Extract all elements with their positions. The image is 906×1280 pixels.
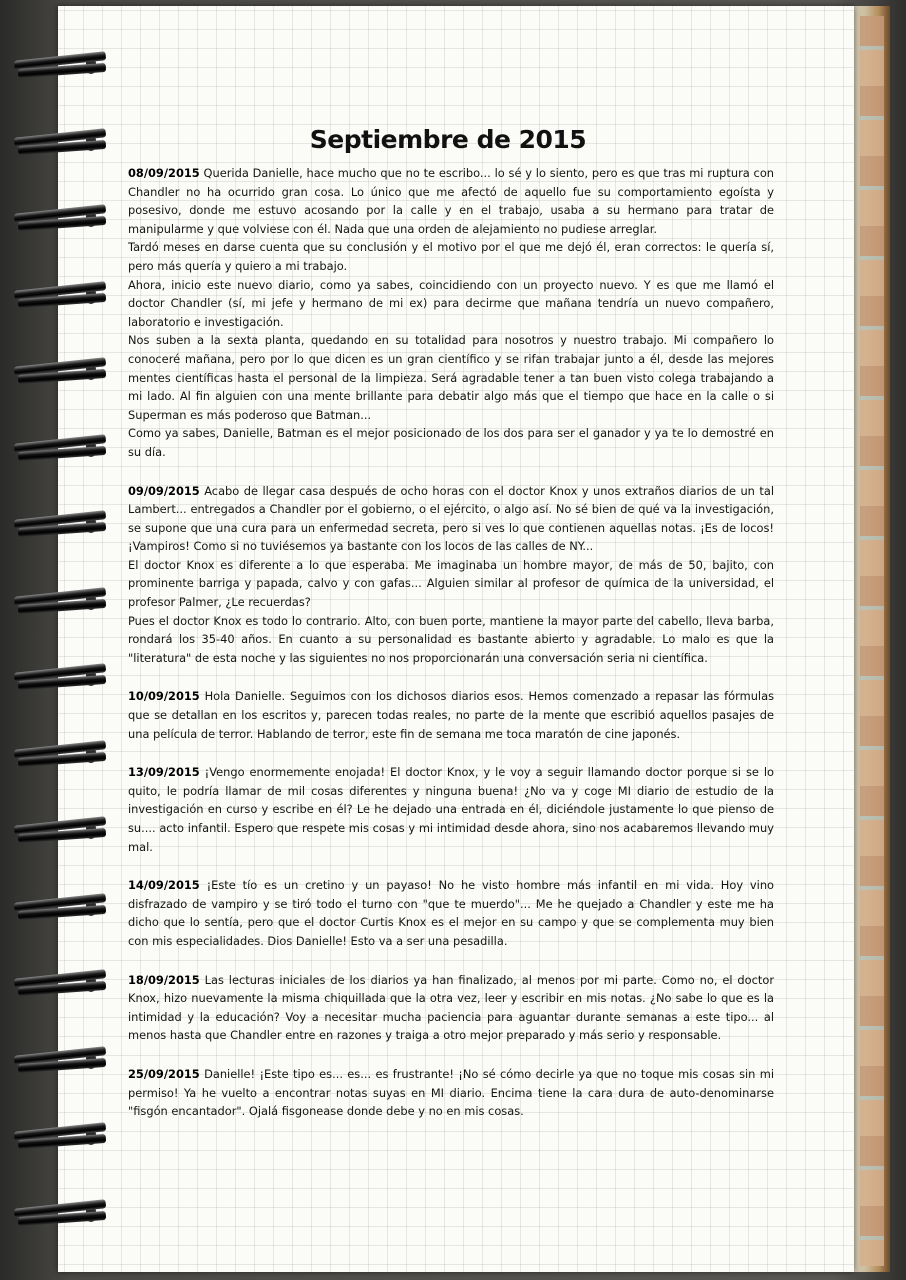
entry-date: 10/09/2015 — [128, 689, 200, 704]
spiral-ring — [14, 52, 110, 78]
entry-paragraph — [128, 687, 774, 743]
diary-entry — [128, 1065, 774, 1121]
entry-paragraph — [128, 876, 774, 950]
entry-paragraph: Pues el doctor Knox es todo lo contrario. Alto, con buen porte, mantiene la mayor parte del cabello, lleva barba, rondará los 35-40 años. En cuanto a su personalidad es bastante abierto y agradable. Lo malo es que la "literatura" de esta noche y las siguientes no nos proporcionarán una conversación seria ni científica. — [128, 613, 774, 665]
diary-entry — [128, 876, 774, 950]
entry-paragraph — [128, 763, 774, 856]
entry-paragraph: Como ya sabes, Danielle, Batman es el mejor posicionado de los dos para ser el ganador y ya te lo demostré en su día. — [128, 426, 774, 459]
entry-paragraph: Tardó meses en darse cuenta que su conclusión y el motivo por el que me dejó él, eran correctos: le quería sí, pero más quería y quiero a mi trabajo. — [128, 240, 774, 273]
entry-text: ¡Este tío es un cretino y un payaso! No he visto hombre más infantil en mi vida. Hoy vino disfrazado de vampiro y se tiró todo el turno con "que te muerdo"... Me he quejado a Chandler y este me ha dicho que lo sentía, pero que el doctor Curtis Knox es el mejor en su campo y que se complementa muy bien con mis especialidades. Dios Danielle! Esto va a ser una pesadilla. — [128, 878, 775, 948]
entry-date: 18/09/2015 — [128, 972, 200, 987]
spiral-ring — [14, 894, 110, 920]
entry-text: Las lecturas iniciales de los diarios ya han finalizado, al menos por mi parte. Como no, el doctor Knox, hizo nuevamente la misma chiquillada que la otra vez, leer y escribir en mis notas. ¿No sabe lo que es la intimidad y la educación? Voy a necesitar mucha paciencia para aguantar durante semanas a este tipo... al menos hasta que Chandler entre en razones y traiga a otro mejor preparado y más serio y responsable. — [128, 972, 775, 1043]
spiral-ring — [14, 205, 110, 231]
entry-paragraph: El doctor Knox es diferente a lo que esperaba. Me imaginaba un hombre mayor, de más de 50, bajito, con prominente barriga y papada, calvo y con gafas... Alguien similar al profesor de química de la universidad, el profesor Palmer, ¿Le recuerdas? — [128, 557, 774, 610]
diary-entry — [128, 482, 774, 668]
notebook-page-edges — [860, 16, 884, 1266]
entry-paragraph — [128, 971, 774, 1045]
entry-paragraph — [128, 164, 774, 238]
diary-entry — [128, 687, 774, 743]
entry-paragraph: Nos suben a la sexta planta, quedando en su totalidad para nosotros y nuestro trabajo. Mi compañero lo conoceré mañana, pero por lo que dicen es un gran científico y se rifan trabajar junto a él, desde las mejores mentes científicas hasta el personal de la limpieza. Será agradable tener a tan buen visto colega trabajando a mi lado. Al fin alguien con una mente brillante para debatir algo más que el tiempo que hace en la calle o si Superman es más poderoso que Batman... — [128, 333, 774, 422]
spiral-ring — [14, 664, 110, 690]
diary-content — [128, 164, 774, 1141]
diary-entry — [128, 164, 774, 462]
diary-entry — [128, 971, 774, 1045]
spiral-ring — [14, 817, 110, 843]
entry-date: 25/09/2015 — [128, 1066, 200, 1081]
spiral-ring — [14, 588, 110, 614]
entry-paragraph — [128, 482, 774, 556]
spiral-binding — [0, 0, 120, 1280]
spiral-ring — [14, 282, 110, 308]
entry-date: 08/09/2015 — [128, 166, 200, 180]
spiral-ring — [14, 741, 110, 767]
spiral-ring — [14, 1200, 110, 1226]
entry-text: Querida Danielle, hace mucho que no te escribo... lo sé y lo siento, pero es que tras mi ruptura con Chandler no ha ocurrido gran cosa. Lo único que me afectó de aquello fue su comportamiento egoísta y posesivo, donde me estuvo acosando por la calle y en el trabajo, usaba a su hermano para tratar de manipularme y que volviese con él. Nada que una orden de alejamiento no pudiese arreglar. — [128, 166, 775, 236]
spiral-ring — [14, 511, 110, 537]
entry-date: 09/09/2015 — [128, 483, 200, 498]
entry-text: Acabo de llegar casa después de ocho horas con el doctor Knox y unos extraños diarios de un tal Lambert... entregados a Chandler por el gobierno, o el ejército, o algo así. No sé bien de qué va la investigación, se supone que una cura para un enfermedad secreta, pero si ves lo que contienen aquellas notas. ¡Es de locos! ¡Vampiros! Como si no tuviésemos ya bastante con los locos de las calles de NY... — [128, 483, 774, 554]
page-title: Septiembre de 2015 — [309, 124, 587, 154]
entry-date: 13/09/2015 — [128, 765, 200, 780]
entry-text: Hola Danielle. Seguimos con los dichosos diarios esos. Hemos comenzado a repasar las fórmulas que se detallan en los escritos y, parecen todas reales, no parte de la mente que escribió aquellos pasajes de una película de terror. Hablando de terror, este fin de semana me toca maratón de cine japonés. — [128, 689, 775, 741]
entry-paragraph: Ahora, inicio este nuevo diario, como ya sabes, coincidiendo con un proyecto nuevo. Y es que me llamó el doctor Chandler (sí, mi jefe y hermano de mi ex) para decirme que mañana tendría un nuevo compañero, laboratorio e investigación. — [128, 277, 774, 329]
entry-date: 14/09/2015 — [128, 878, 200, 893]
entry-text: ¡Vengo enormemente enojada! El doctor Knox, y le voy a seguir llamando doctor porque si se lo quito, le podría llamar de mil cosas diferentes y ninguna buena! ¿No va y coge MI diario de estudio de la investigación en curso y escribe en él? Le he dejado una entrada en él, diciéndole justamente lo que pienso de su.... acto infantil. Espero que respete mis cosas y mi intimidad desde ahora, sino nos acabaremos llevando muy mal. — [128, 765, 774, 854]
spiral-ring — [14, 435, 110, 461]
spiral-ring — [14, 1123, 110, 1149]
diary-entry — [128, 763, 774, 856]
entry-text: Danielle! ¡Este tipo es... es... es frustrante! ¡No sé cómo decirle ya que no toque mis cosas sin mi permiso! Ya he vuelto a encontrar notas suyas en MI diario. Encima tiene la cara dura de auto-denominarse "fisgón encantador". Ojalá fisgonease donde debe y no en mis cosas. — [128, 1066, 774, 1119]
spiral-ring — [14, 358, 110, 384]
spiral-ring — [14, 970, 110, 996]
spiral-ring — [14, 1047, 110, 1073]
entry-paragraph — [128, 1065, 774, 1121]
spiral-ring — [14, 129, 110, 155]
